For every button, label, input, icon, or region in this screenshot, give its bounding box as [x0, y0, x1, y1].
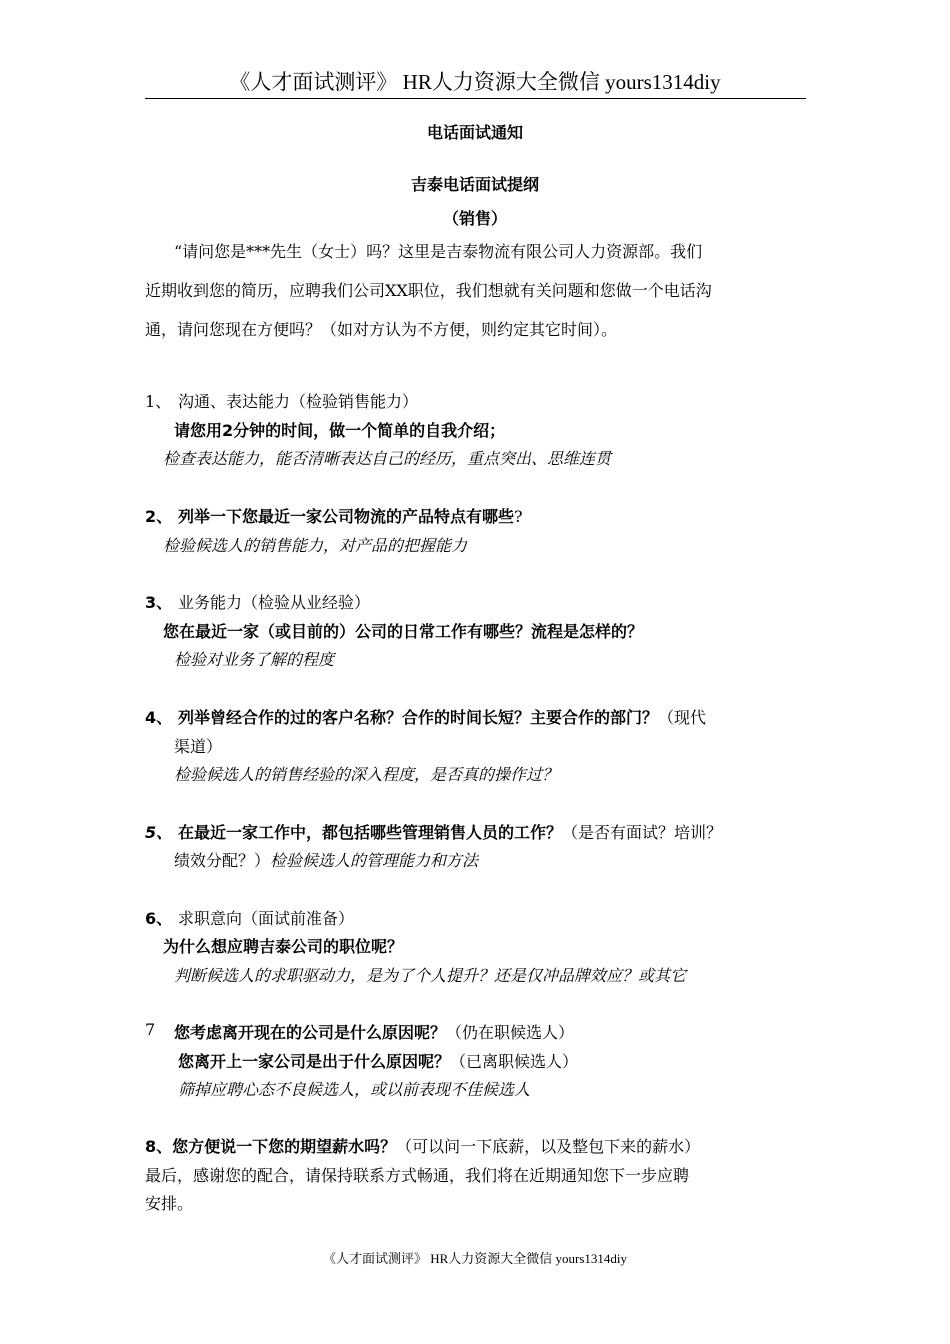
q2-question: 列举一下您最近一家公司物流的产品特点有哪些	[178, 507, 515, 526]
q7-question-2: 您离开上一家公司是出于什么原因呢？	[178, 1052, 451, 1071]
q2-note: 检验候选人的销售能力，对产品的把握能力	[163, 536, 468, 555]
intro-line-2: 近期收到您的简历，应聘我们公司XX职位，我们想就有关问题和您做一个电话沟	[145, 281, 712, 300]
q5-number: 5、	[145, 823, 173, 842]
q7-number: 7	[145, 1020, 156, 1039]
header-rule	[145, 98, 806, 99]
q4-note: 检验候选人的销售经验的深入程度，是否真的操作过？	[174, 765, 559, 784]
q4-line	[178, 705, 706, 728]
page-header: 《人才面试测评》 HR人力资源大全微信 yours1314diy	[229, 70, 721, 94]
q1-note: 检查表达能力，能否清晰表达自己的经历，重点突出、思维连贯	[163, 449, 612, 468]
q6-question: 为什么想应聘吉泰公司的职位呢？	[163, 937, 404, 956]
q1-question: 请您用2分钟的时间，做一个简单的自我介绍；	[174, 421, 506, 440]
q5-extra-2: 绩效分配？）	[174, 851, 271, 870]
doc-title: 电话面试通知	[426, 123, 523, 142]
intro-line-3: 通，请问您现在方便吗？（如对方认为不方便，则约定其它时间）。	[145, 320, 618, 339]
q6-number: 6、	[145, 909, 173, 928]
doc-role: （销售）	[442, 209, 507, 228]
intro-line-1: “请问您是***先生（女士）吗？这里是吉泰物流有限公司人力资源部。我们	[174, 242, 703, 261]
q5-line-2	[174, 848, 478, 871]
q8-line	[145, 1134, 700, 1157]
q7-line-2	[178, 1049, 578, 1072]
q1-number: 1、	[145, 392, 172, 411]
q5-extra-1: （是否有面试？培训？	[562, 823, 723, 842]
q6-title: 求职意向（面试前准备）	[178, 909, 355, 928]
q4-extra-2: 渠道）	[174, 737, 223, 756]
closing-line-1: 最后，感谢您的配合，请保持联系方式畅通，我们将在近期通知您下一步应聘	[145, 1166, 690, 1185]
q3-title: 业务能力（检验从业经验）	[178, 593, 371, 612]
page-footer: 《人才面试测评》 HR人力资源大全微信 yours1314diy	[322, 1251, 628, 1266]
q6-note: 判断候选人的求职驱动力，是为了个人提升？还是仅冲品牌效应？或其它	[174, 966, 687, 985]
q4-number: 4、	[145, 708, 173, 727]
closing-line-2: 安排。	[145, 1194, 194, 1213]
q5-question: 在最近一家工作中，都包括哪些管理销售人员的工作？	[178, 823, 563, 842]
q7-line-1	[174, 1020, 574, 1043]
q4-extra-1: （现代	[658, 708, 707, 727]
q4-question: 列举曾经合作的过的客户名称？合作的时间长短？主要合作的部门？	[178, 708, 659, 727]
q7-extra-1: （仍在职候选人）	[446, 1023, 575, 1042]
q5-line	[178, 820, 722, 843]
q3-number: 3、	[145, 593, 173, 612]
q2-line	[178, 504, 523, 527]
q7-extra-2: （已离职候选人）	[450, 1052, 579, 1071]
q1-title: 沟通、表达能力（检验销售能力）	[178, 392, 419, 411]
q8-question: 8、您方便说一下您的期望薪水吗？	[145, 1137, 397, 1156]
q2-question-mark: ?	[514, 507, 523, 526]
q3-note: 检验对业务了解的程度	[174, 650, 335, 669]
q7-note: 筛掉应聘心态不良候选人，或以前表现不佳候选人	[178, 1080, 531, 1099]
q5-note: 检验候选人的管理能力和方法	[270, 851, 479, 870]
doc-subtitle: 吉泰电话面试提纲	[410, 175, 539, 194]
q2-number: 2、	[145, 507, 173, 526]
q7-question-1: 您考虑离开现在的公司是什么原因呢？	[174, 1023, 447, 1042]
q3-question: 您在最近一家（或目前的）公司的日常工作有哪些？流程是怎样的？	[163, 622, 644, 641]
q8-extra: （可以问一下底薪，以及整包下来的薪水）	[396, 1137, 701, 1156]
